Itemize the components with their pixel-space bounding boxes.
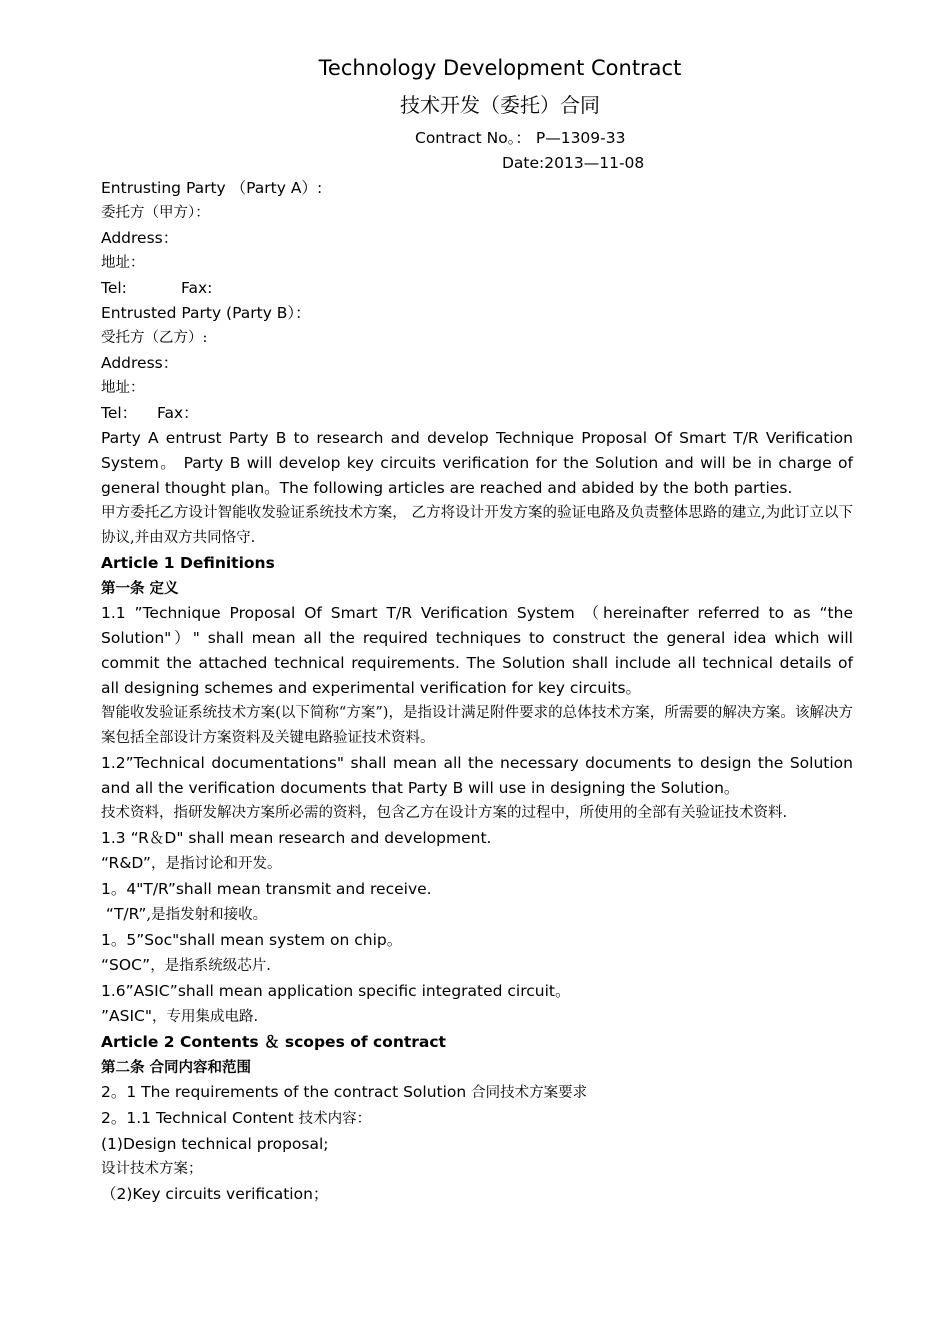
party-b-label-chinese: 受托方（乙方）:: [101, 330, 208, 346]
party-a-tel-fax: [101, 276, 853, 301]
item-1: (1)Design technical proposal;: [101, 1135, 329, 1153]
item-1-chinese: 设计技术方案；: [101, 1161, 203, 1177]
intro-paragraph: Party A entrust Party B to research and develop Technique Proposal Of Smart T/R Verification System。 Party B will develop key circuits verification for the Solution and will be in charge of general thought plan。The following articles are reached and abided by the both parties.: [101, 429, 853, 497]
definition-1-3-chinese: “R&D”，是指讨论和开发。: [101, 854, 282, 872]
definition-1-4: 1。4"T/R”shall mean transmit and receive.: [101, 880, 432, 898]
item-2: （2)Key circuits verification；: [101, 1185, 329, 1203]
contract-number: Contract No。： P—1309-33: [415, 129, 626, 147]
definition-1-6-chinese: ”ASIC"，专用集成电路.: [101, 1007, 259, 1025]
article-1-heading-chinese: 第一条 定义: [101, 580, 179, 597]
article-2-heading: Article 2 Contents ＆ scopes of contract: [101, 1033, 446, 1051]
party-a-label-chinese: 委托方（甲方）：: [101, 205, 210, 221]
intro-paragraph-chinese: 甲方委托乙方设计智能收发验证系统技术方案， 乙方将设计开发方案的验证电路及负责整体思路的建立,为此订立以下协议,并由双方共同恪守.: [101, 505, 853, 546]
party-b-tel-fax: [101, 401, 853, 426]
party-b-tel: Tel：: [101, 404, 138, 422]
party-b-address: Address：: [101, 354, 179, 372]
definition-1-1: 1.1 ”Technique Proposal Of Smart T/R Verification System （hereinafter referred to as “the Solution"）" shall mean all the required techniques to construct the general idea which will commit the attached technical requirements. The Solution shall include all technical details of all designing schemes and experimental verification for key circuits。: [101, 604, 853, 697]
contract-page: [101, 52, 853, 1207]
party-b-label: Entrusted Party (Party B）：: [101, 304, 311, 322]
section-2-1: 2。1 The requirements of the contract Solution 合同技术方案要求: [101, 1083, 588, 1101]
document-title-chinese: 技术开发（委托）合同: [400, 93, 600, 117]
party-a-fax: Fax:: [181, 279, 213, 297]
document-title: Technology Development Contract: [318, 56, 682, 80]
definition-1-2: 1.2”Technical documentations" shall mean all the necessary documents to design the Solution and all the verification documents that Party B will use in designing the Solution。: [101, 754, 853, 797]
party-a-address: Address：: [101, 229, 179, 247]
article-2-heading-chinese: 第二条 合同内容和范围: [101, 1059, 252, 1076]
contract-date: Date:2013—11-08: [502, 154, 645, 172]
definition-1-2-chinese: 技术资料，指研发解决方案所必需的资料，包含乙方在设计方案的过程中，所使用的全部有关验证技术资料.: [101, 805, 788, 821]
party-b-fax: Fax：: [157, 404, 199, 422]
definition-1-5-chinese: “SOC”，是指系统级芯片.: [101, 956, 271, 974]
definition-1-4-chinese: “T/R”,是指发射和接收。: [101, 905, 268, 923]
article-1-heading: Article 1 Definitions: [101, 554, 275, 572]
party-b-address-chinese: 地址：: [101, 380, 145, 396]
definition-1-5: 1。5”Soc"shall mean system on chip。: [101, 931, 403, 949]
party-a-tel: Tel:: [101, 279, 127, 297]
definition-1-1-chinese: 智能收发验证系统技术方案(以下简称“方案”)，是指设计满足附件要求的总体技术方案，所需要的解决方案。该解决方案包括全部设计方案资料及关键电路验证技术资料。: [101, 705, 853, 746]
definition-1-3: 1.3 “R＆D" shall mean research and development.: [101, 829, 492, 847]
party-a-label: Entrusting Party （Party A）:: [101, 179, 323, 197]
party-a-address-chinese: 地址：: [101, 255, 145, 271]
definition-1-6: 1.6”ASIC”shall mean application specific integrated circuit。: [101, 982, 571, 1000]
section-2-1-1: 2。1.1 Technical Content 技术内容：: [101, 1109, 372, 1127]
